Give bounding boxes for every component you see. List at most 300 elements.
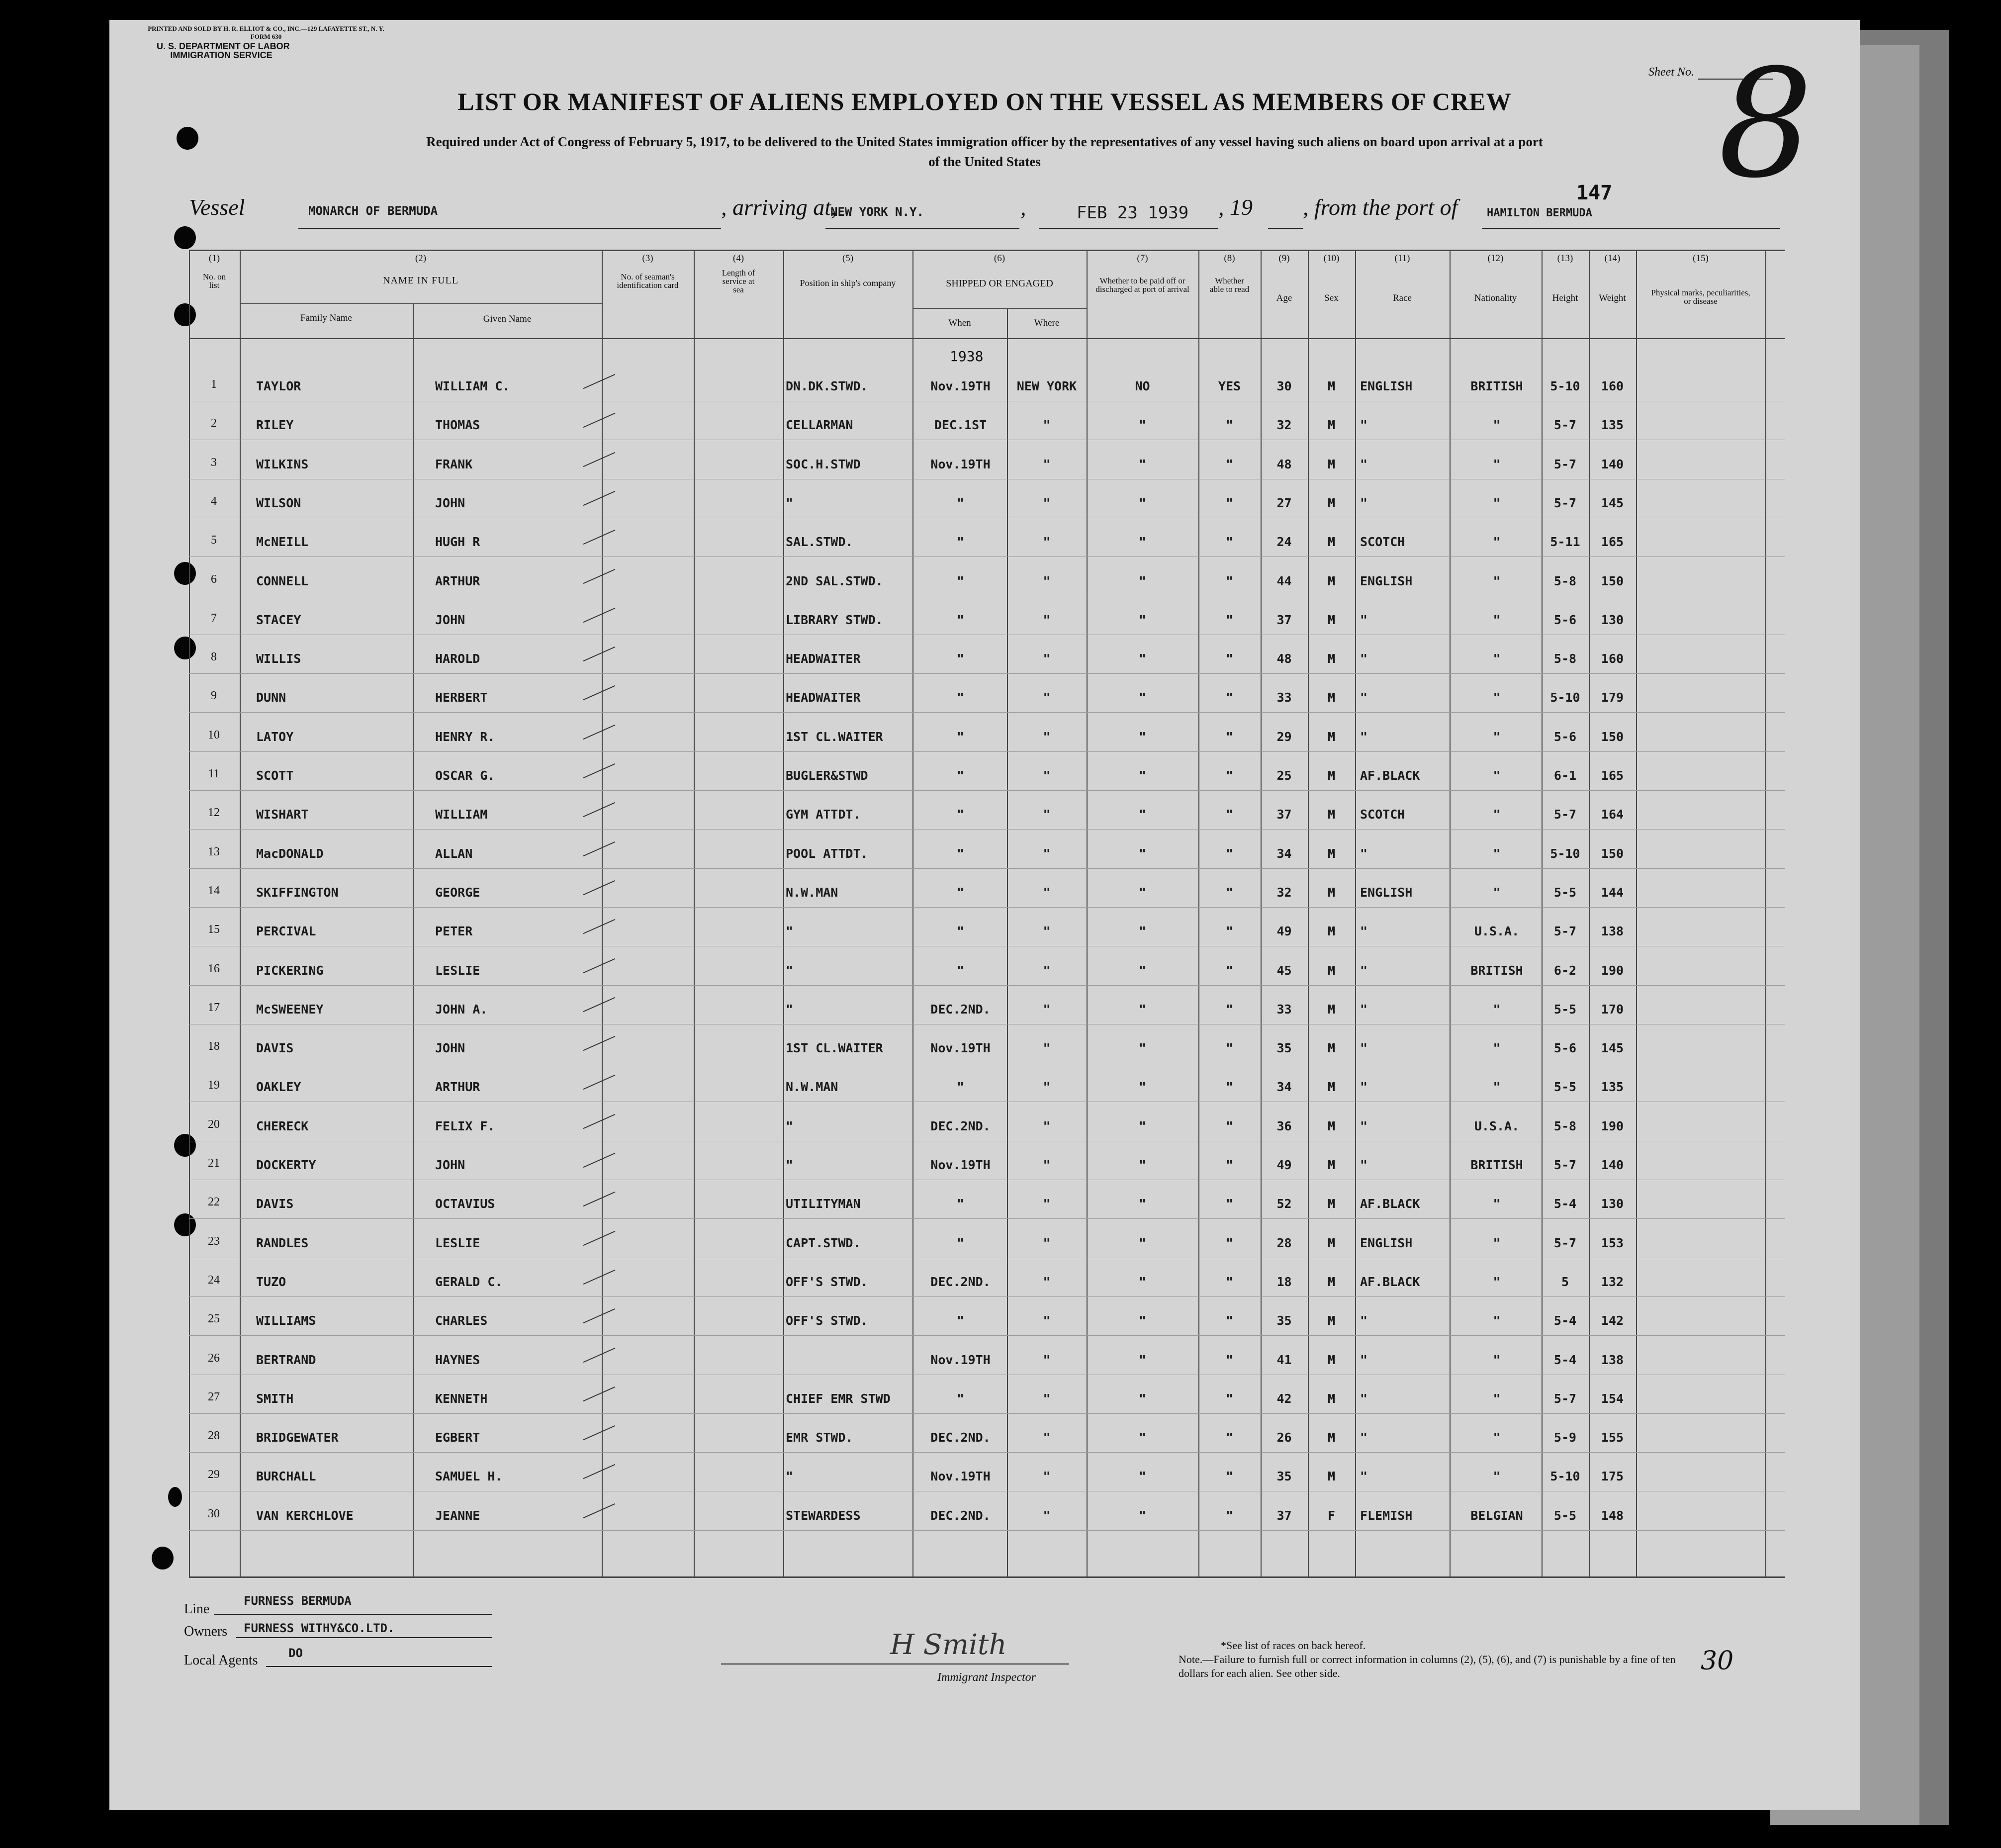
col-4-header bbox=[694, 254, 783, 294]
race-cell: SCOTCH bbox=[1360, 535, 1405, 549]
sex-cell: M bbox=[1327, 1275, 1336, 1289]
nationality-cell: " bbox=[1493, 496, 1501, 510]
read-cell: " bbox=[1225, 1080, 1234, 1094]
age-cell: 48 bbox=[1276, 457, 1292, 471]
col-line bbox=[783, 250, 784, 1577]
given-name-cell: PETER bbox=[435, 924, 473, 938]
arriving-label: , arriving at, bbox=[721, 194, 837, 220]
height-cell: 5-8 bbox=[1553, 1119, 1577, 1133]
given-name-cell: SAMUEL H. bbox=[435, 1469, 503, 1483]
row-number: 17 bbox=[208, 1001, 220, 1014]
col-8-num: (8) bbox=[1224, 253, 1235, 264]
paid-off-cell: " bbox=[1138, 1197, 1147, 1211]
row-rule bbox=[189, 1452, 1785, 1453]
row-number: 18 bbox=[208, 1040, 220, 1053]
col-1-header bbox=[189, 254, 240, 289]
position-cell: " bbox=[786, 1158, 794, 1172]
paid-off-cell: " bbox=[1138, 1313, 1147, 1328]
paid-off-cell: " bbox=[1138, 613, 1147, 627]
col-2-label: NAME IN FULL bbox=[383, 275, 458, 286]
when-cell: " bbox=[956, 730, 965, 744]
nationality-cell: " bbox=[1493, 457, 1501, 471]
col-3-num: (3) bbox=[642, 253, 653, 264]
family-name-cell: SCOTT bbox=[256, 768, 294, 783]
where-cell: " bbox=[1043, 496, 1051, 510]
col-1-num: (1) bbox=[208, 253, 220, 264]
row-number: 10 bbox=[208, 729, 220, 741]
when-cell: DEC.2ND. bbox=[930, 1275, 991, 1289]
col-line bbox=[1636, 250, 1637, 1577]
row-number: 1 bbox=[211, 378, 217, 391]
where-cell: " bbox=[1043, 1508, 1051, 1523]
row-number: 24 bbox=[208, 1274, 220, 1287]
nationality-cell: " bbox=[1493, 1002, 1501, 1016]
position-cell: 1ST CL.WAITER bbox=[786, 1041, 883, 1055]
row-rule bbox=[189, 673, 1785, 674]
given-name-cell: HAROLD bbox=[435, 651, 480, 666]
where-cell: " bbox=[1043, 963, 1051, 978]
position-cell: BUGLER&STWD bbox=[786, 768, 868, 783]
when-cell: DEC.2ND. bbox=[930, 1508, 991, 1523]
row-number: 3 bbox=[211, 456, 217, 469]
paid-off-cell: " bbox=[1138, 1508, 1147, 1523]
col-4-label: Length of service at sea bbox=[722, 268, 755, 294]
position-cell: CHIEF EMR STWD bbox=[786, 1391, 891, 1406]
race-cell: ENGLISH bbox=[1360, 1236, 1413, 1250]
nationality-cell: BELGIAN bbox=[1470, 1508, 1523, 1523]
race-cell: AF.BLACK bbox=[1360, 768, 1420, 783]
table-top-rule bbox=[189, 250, 1785, 251]
weight-cell: 150 bbox=[1601, 730, 1624, 744]
from-port-label: , from the port of bbox=[1303, 194, 1458, 220]
family-name-cell: RANDLES bbox=[256, 1236, 309, 1250]
nationality-cell: " bbox=[1493, 1197, 1501, 1211]
when-cell: " bbox=[956, 1197, 965, 1211]
race-cell: " bbox=[1360, 1041, 1368, 1055]
race-cell: " bbox=[1360, 1119, 1368, 1133]
height-cell: 5-7 bbox=[1553, 457, 1577, 471]
read-cell: YES bbox=[1218, 379, 1241, 393]
col-15-num: (15) bbox=[1693, 253, 1709, 264]
position-cell: " bbox=[786, 963, 794, 978]
given-name-cell: GERALD C. bbox=[435, 1275, 503, 1289]
read-cell: " bbox=[1225, 574, 1234, 588]
line-label: Line bbox=[184, 1601, 210, 1617]
family-name-cell: RILEY bbox=[256, 418, 294, 432]
printer-credit bbox=[147, 25, 385, 41]
position-cell: CAPT.STWD. bbox=[786, 1236, 861, 1250]
given-name-cell: LESLIE bbox=[435, 963, 480, 978]
col-line bbox=[912, 250, 913, 1577]
row-number: 4 bbox=[211, 495, 217, 508]
paid-off-cell: " bbox=[1138, 496, 1147, 510]
paid-off-cell: " bbox=[1138, 1002, 1147, 1016]
nationality-cell: BRITISH bbox=[1470, 963, 1523, 978]
paid-off-cell: " bbox=[1138, 1158, 1147, 1172]
race-cell: ENGLISH bbox=[1360, 574, 1413, 588]
height-cell: 5-4 bbox=[1553, 1197, 1577, 1211]
nationality-cell: " bbox=[1493, 1313, 1501, 1328]
age-cell: 32 bbox=[1276, 885, 1292, 900]
position-cell: SOC.H.STWD bbox=[786, 457, 861, 471]
punch-hole bbox=[152, 1547, 174, 1570]
position-cell: " bbox=[786, 1119, 794, 1133]
weight-cell: 190 bbox=[1601, 963, 1624, 978]
weight-cell: 179 bbox=[1601, 690, 1624, 705]
weight-cell: 154 bbox=[1601, 1391, 1624, 1406]
family-name-cell: BERTRAND bbox=[256, 1353, 316, 1367]
given-name-cell: JOHN bbox=[435, 613, 465, 627]
row-number: 8 bbox=[211, 650, 217, 663]
nationality-cell: " bbox=[1493, 1080, 1501, 1094]
col-1-label: No. on list bbox=[202, 272, 226, 290]
height-cell: 5-9 bbox=[1553, 1430, 1577, 1445]
nationality-cell: " bbox=[1493, 807, 1501, 822]
col-line bbox=[1765, 250, 1766, 1577]
position-cell: HEADWAITER bbox=[786, 651, 861, 666]
race-cell: AF.BLACK bbox=[1360, 1275, 1420, 1289]
punch-hole bbox=[174, 637, 196, 659]
where-cell: " bbox=[1043, 651, 1051, 666]
subtitle-line-2: of the United States bbox=[928, 154, 1041, 169]
table-bottom-rule bbox=[189, 1576, 1785, 1578]
where-cell: " bbox=[1043, 1002, 1051, 1016]
form-subtitle bbox=[249, 132, 1721, 172]
age-cell: 49 bbox=[1276, 924, 1292, 938]
height-cell: 6-1 bbox=[1553, 768, 1577, 783]
weight-cell: 135 bbox=[1601, 418, 1624, 432]
sex-cell: F bbox=[1327, 1508, 1336, 1523]
where-cell: " bbox=[1043, 457, 1051, 471]
when-cell: " bbox=[956, 846, 965, 861]
col-line bbox=[240, 250, 241, 1577]
paid-off-cell: " bbox=[1138, 807, 1147, 822]
when-cell: " bbox=[956, 1080, 965, 1094]
weight-cell: 140 bbox=[1601, 1158, 1624, 1172]
sex-cell: M bbox=[1327, 574, 1336, 588]
age-cell: 37 bbox=[1276, 1508, 1292, 1523]
row-number: 25 bbox=[208, 1312, 220, 1325]
weight-cell: 140 bbox=[1601, 457, 1624, 471]
when-cell: " bbox=[956, 651, 965, 666]
from-port-underline bbox=[1482, 228, 1780, 229]
where-cell: " bbox=[1043, 535, 1051, 549]
read-cell: " bbox=[1225, 1002, 1234, 1016]
races-note: *See list of races on back hereof. bbox=[1221, 1639, 1366, 1652]
year-note: 1938 bbox=[950, 348, 984, 365]
row-number: 11 bbox=[208, 767, 220, 780]
row-number: 14 bbox=[208, 884, 220, 897]
sex-cell: M bbox=[1327, 1197, 1336, 1211]
department-block bbox=[157, 41, 290, 60]
col-11-num: (11) bbox=[1394, 253, 1410, 264]
weight-cell: 145 bbox=[1601, 1041, 1624, 1055]
read-cell: " bbox=[1225, 418, 1234, 432]
weight-cell: 165 bbox=[1601, 535, 1624, 549]
given-name-cell: ARTHUR bbox=[435, 574, 480, 588]
sex-cell: M bbox=[1327, 885, 1336, 900]
paid-off-cell: " bbox=[1138, 1236, 1147, 1250]
year-underline bbox=[1268, 228, 1303, 229]
nationality-cell: " bbox=[1493, 768, 1501, 783]
nationality-cell: " bbox=[1493, 885, 1501, 900]
paid-off-cell: " bbox=[1138, 535, 1147, 549]
row-number: 23 bbox=[208, 1235, 220, 1248]
read-cell: " bbox=[1225, 457, 1234, 471]
read-cell: " bbox=[1225, 1041, 1234, 1055]
read-cell: " bbox=[1225, 690, 1234, 705]
sex-cell: M bbox=[1327, 1469, 1336, 1483]
row-rule bbox=[189, 985, 1785, 986]
family-name-cell: STACEY bbox=[256, 613, 301, 627]
age-cell: 32 bbox=[1276, 418, 1292, 432]
given-name-cell: OCTAVIUS bbox=[435, 1197, 495, 1211]
height-cell: 5 bbox=[1561, 1275, 1569, 1289]
nationality-cell: " bbox=[1493, 1353, 1501, 1367]
read-cell: " bbox=[1225, 613, 1234, 627]
col-line bbox=[1261, 250, 1262, 1577]
sex-cell: M bbox=[1327, 1430, 1336, 1445]
position-cell: " bbox=[786, 1469, 794, 1483]
when-cell: " bbox=[956, 496, 965, 510]
when-cell: " bbox=[956, 768, 965, 783]
where-cell: " bbox=[1043, 1080, 1051, 1094]
when-cell: Nov.19TH bbox=[930, 1353, 991, 1367]
col-6-label: SHIPPED OR ENGAGED bbox=[946, 278, 1053, 289]
family-name-cell: WILLIAMS bbox=[256, 1313, 316, 1328]
weight-cell: 170 bbox=[1601, 1002, 1624, 1016]
vessel-label: Vessel bbox=[189, 194, 245, 220]
row-rule bbox=[189, 1335, 1785, 1336]
family-name-cell: CONNELL bbox=[256, 574, 309, 588]
nationality-cell: " bbox=[1493, 574, 1501, 588]
nationality-cell: " bbox=[1493, 418, 1501, 432]
paid-off-cell: " bbox=[1138, 1275, 1147, 1289]
row-rule bbox=[189, 556, 1785, 557]
given-name-cell: JOHN bbox=[435, 496, 465, 510]
age-cell: 33 bbox=[1276, 690, 1292, 705]
read-cell: " bbox=[1225, 846, 1234, 861]
read-cell: " bbox=[1225, 651, 1234, 666]
when-cell: " bbox=[956, 963, 965, 978]
row-number: 16 bbox=[208, 962, 220, 975]
position-cell: OFF'S STWD. bbox=[786, 1275, 868, 1289]
race-cell: " bbox=[1360, 418, 1368, 432]
when-cell: Nov.19TH bbox=[930, 1158, 991, 1172]
given-name-cell: JEANNE bbox=[435, 1508, 480, 1523]
where-cell: " bbox=[1043, 807, 1051, 822]
where-cell: " bbox=[1043, 574, 1051, 588]
age-cell: 45 bbox=[1276, 963, 1292, 978]
family-name-cell: WILKINS bbox=[256, 457, 309, 471]
row-rule bbox=[189, 1296, 1785, 1297]
race-cell: " bbox=[1360, 613, 1368, 627]
given-name-cell: JOHN bbox=[435, 1041, 465, 1055]
nationality-cell: U.S.A. bbox=[1474, 924, 1520, 938]
family-name-cell: VAN KERCHLOVE bbox=[256, 1508, 354, 1523]
race-cell: ENGLISH bbox=[1360, 885, 1413, 900]
weight-cell: 190 bbox=[1601, 1119, 1624, 1133]
given-name-cell: LESLIE bbox=[435, 1236, 480, 1250]
row-number: 20 bbox=[208, 1118, 220, 1131]
col-line bbox=[602, 250, 603, 1577]
col-line bbox=[1355, 250, 1356, 1577]
vessel-name: MONARCH OF BERMUDA bbox=[308, 204, 438, 218]
col-3-label: No. of seaman's identification card bbox=[617, 272, 679, 290]
where-cell: " bbox=[1043, 1236, 1051, 1250]
read-cell: " bbox=[1225, 1313, 1234, 1328]
year-label: , 19 bbox=[1218, 194, 1253, 220]
col-line bbox=[1087, 250, 1088, 1577]
height-cell: 5-10 bbox=[1550, 379, 1580, 393]
sex-cell: M bbox=[1327, 1080, 1336, 1094]
row-number: 29 bbox=[208, 1468, 220, 1481]
sex-cell: M bbox=[1327, 1313, 1336, 1328]
paid-off-cell: " bbox=[1138, 1119, 1147, 1133]
row-rule bbox=[189, 907, 1785, 908]
family-name-cell: LATOY bbox=[256, 730, 294, 744]
row-rule bbox=[189, 868, 1785, 869]
paid-off-cell: " bbox=[1138, 846, 1147, 861]
family-name-cell: McSWEENEY bbox=[256, 1002, 324, 1016]
position-cell: EMR STWD. bbox=[786, 1430, 853, 1445]
age-cell: 49 bbox=[1276, 1158, 1292, 1172]
row-number: 21 bbox=[208, 1157, 220, 1170]
department-name: U. S. DEPARTMENT OF LABOR bbox=[157, 41, 290, 51]
paid-off-cell: " bbox=[1138, 885, 1147, 900]
sex-cell: M bbox=[1327, 768, 1336, 783]
family-name-cell: WISHART bbox=[256, 807, 309, 822]
when-cell: Nov.19TH bbox=[930, 1469, 991, 1483]
nationality-cell: " bbox=[1493, 1236, 1501, 1250]
position-cell: GYM ATTDT. bbox=[786, 807, 861, 822]
position-cell: 2ND SAL.STWD. bbox=[786, 574, 883, 588]
family-name-cell: PERCIVAL bbox=[256, 924, 316, 938]
race-cell: " bbox=[1360, 496, 1368, 510]
arriving-underline bbox=[825, 228, 1019, 229]
owners-label: Owners bbox=[184, 1624, 228, 1639]
agents-label: Local Agents bbox=[184, 1653, 258, 1668]
sex-cell: M bbox=[1327, 1041, 1336, 1055]
race-cell: " bbox=[1360, 963, 1368, 978]
sheet-number: 8 bbox=[1718, 37, 1813, 211]
where-cell: " bbox=[1043, 418, 1051, 432]
given-name-cell: ALLAN bbox=[435, 846, 473, 861]
paid-off-cell: " bbox=[1138, 1353, 1147, 1367]
sex-cell: M bbox=[1327, 690, 1336, 705]
col-14-num: (14) bbox=[1604, 253, 1621, 264]
height-cell: 5-7 bbox=[1553, 1158, 1577, 1172]
paid-off-cell: " bbox=[1138, 418, 1147, 432]
nationality-cell: " bbox=[1493, 1469, 1501, 1483]
punch-hole bbox=[174, 303, 196, 326]
row-rule bbox=[189, 712, 1785, 713]
paid-off-cell: " bbox=[1138, 574, 1147, 588]
age-cell: 35 bbox=[1276, 1469, 1292, 1483]
nationality-cell: " bbox=[1493, 690, 1501, 705]
weight-cell: 160 bbox=[1601, 651, 1624, 666]
height-cell: 5-5 bbox=[1553, 1080, 1577, 1094]
when-cell: DEC.2ND. bbox=[930, 1002, 991, 1016]
col-6-num: (6) bbox=[994, 253, 1005, 264]
where-cell: " bbox=[1043, 1353, 1051, 1367]
sheet-label: Sheet No. bbox=[1648, 66, 1694, 79]
subtitle-line-1: Required under Act of Congress of February 5, 1917, to be delivered to the United States immigration officer by the representatives of any vessel having such aliens on board upon arrival at a port bbox=[426, 134, 1543, 149]
weight-cell: 150 bbox=[1601, 846, 1624, 861]
weight-cell: 144 bbox=[1601, 885, 1624, 900]
col-5-label: Position in ship's company bbox=[800, 278, 896, 288]
given-name-cell: THOMAS bbox=[435, 418, 480, 432]
race-cell: AF.BLACK bbox=[1360, 1197, 1420, 1211]
age-cell: 27 bbox=[1276, 496, 1292, 510]
read-cell: " bbox=[1225, 1353, 1234, 1367]
when-cell: " bbox=[956, 1236, 965, 1250]
height-cell: 5-11 bbox=[1550, 535, 1580, 549]
where-cell: " bbox=[1043, 1430, 1051, 1445]
sex-cell: M bbox=[1327, 1391, 1336, 1406]
sex-cell: M bbox=[1327, 963, 1336, 978]
age-cell: 25 bbox=[1276, 768, 1292, 783]
punch-hole bbox=[168, 1487, 182, 1507]
row-number: 2 bbox=[211, 417, 217, 430]
height-cell: 5-7 bbox=[1553, 924, 1577, 938]
family-name-cell: WILLIS bbox=[256, 651, 301, 666]
height-cell: 5-5 bbox=[1553, 885, 1577, 900]
name-subheader-rule bbox=[240, 303, 602, 304]
arrival-date-stamp: FEB 23 1939 bbox=[1077, 203, 1189, 223]
col-10-num: (10) bbox=[1323, 253, 1340, 264]
height-cell: 5-7 bbox=[1553, 1236, 1577, 1250]
given-name-cell: HENRY R. bbox=[435, 730, 495, 744]
row-number: 13 bbox=[208, 845, 220, 858]
family-name-cell: WILSON bbox=[256, 496, 301, 510]
race-cell: " bbox=[1360, 1469, 1368, 1483]
age-cell: 52 bbox=[1276, 1197, 1292, 1211]
given-name-cell: GEORGE bbox=[435, 885, 480, 900]
weight-cell: 145 bbox=[1601, 496, 1624, 510]
read-cell: " bbox=[1225, 885, 1234, 900]
paid-off-cell: " bbox=[1138, 690, 1147, 705]
height-cell: 5-7 bbox=[1553, 1391, 1577, 1406]
height-cell: 5-7 bbox=[1553, 496, 1577, 510]
row-rule bbox=[189, 1413, 1785, 1414]
weight-cell: 160 bbox=[1601, 379, 1624, 393]
row-number: 28 bbox=[208, 1429, 220, 1442]
race-cell: " bbox=[1360, 1080, 1368, 1094]
where-cell: " bbox=[1043, 1469, 1051, 1483]
col-9-header bbox=[1261, 254, 1308, 303]
read-cell: " bbox=[1225, 535, 1234, 549]
col-10-header bbox=[1308, 254, 1355, 303]
nationality-cell: " bbox=[1493, 1391, 1501, 1406]
sex-cell: M bbox=[1327, 730, 1336, 744]
sex-cell: M bbox=[1327, 379, 1336, 393]
row-number: 6 bbox=[211, 573, 217, 586]
age-cell: 44 bbox=[1276, 574, 1292, 588]
height-cell: 5-4 bbox=[1553, 1353, 1577, 1367]
form-title: LIST OR MANIFEST OF ALIENS EMPLOYED ON THE VESSEL AS MEMBERS OF CREW bbox=[457, 88, 1512, 115]
arriving-port: NEW YORK N.Y. bbox=[830, 205, 924, 219]
inspector-signature: H Smith bbox=[890, 1629, 1007, 1661]
punch-hole bbox=[174, 1213, 196, 1236]
row-rule bbox=[189, 790, 1785, 791]
race-cell: SCOTCH bbox=[1360, 807, 1405, 822]
when-cell: " bbox=[956, 535, 965, 549]
read-cell: " bbox=[1225, 924, 1234, 938]
col-line bbox=[1542, 250, 1543, 1577]
age-cell: 28 bbox=[1276, 1236, 1292, 1250]
weight-cell: 164 bbox=[1601, 807, 1624, 822]
